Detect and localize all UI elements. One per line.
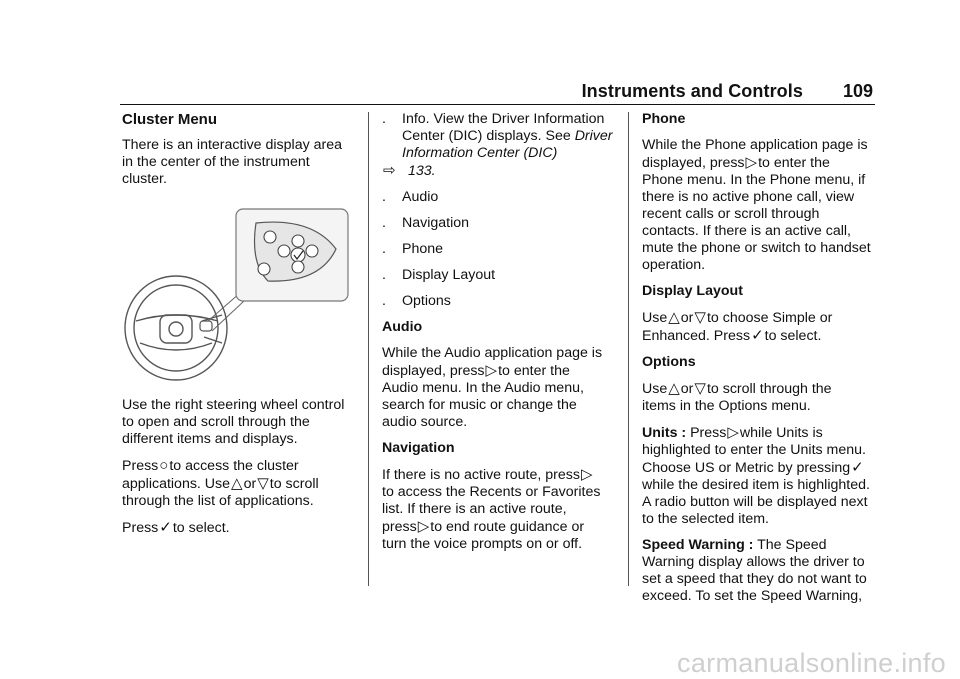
column-divider-2: [628, 112, 629, 586]
home-icon: ○: [159, 457, 169, 474]
right-arrow-icon: ▷: [745, 154, 758, 171]
right-arrow-icon: ▷: [417, 518, 430, 535]
up-arrow-icon: △: [668, 309, 680, 326]
up-arrow-icon: △: [231, 475, 243, 492]
dic-reference[interactable]: Driver Information Center (DIC): [402, 128, 613, 161]
check-icon: ✓: [159, 519, 172, 536]
watermark: carmanualsonline.info: [677, 648, 946, 678]
intro-paragraph: There is an interactive display area in the center of the instrument cluster.: [122, 137, 343, 187]
page-number: 109: [842, 81, 873, 101]
steering-wheel-illustration: [122, 197, 350, 389]
right-arrow-icon: ▷: [580, 466, 593, 483]
steering-control-paragraph: Use the right steering wheel control to open and scroll through the different items and displays.: [122, 397, 345, 447]
phone-paragraph: While the Phone application page is displayed, press▷to enter the Phone menu. In the Phone menu, if there is no active phone call, view recent calls or scroll through contacts. If there is an active call, mute the phone or switch to handset operation.: [642, 137, 871, 273]
section-title: Instruments and Controls: [581, 81, 803, 101]
press-select-line: Press✓to select.: [122, 519, 230, 536]
page-header: [120, 81, 875, 103]
column-divider-1: [368, 112, 369, 586]
list-item: . Info. View the Driver Information Center (DIC) displays. See Driver Information Center (DIC) ⇨ 133.: [382, 111, 613, 179]
column-2: [382, 111, 614, 562]
list-item: . Navigation: [382, 215, 470, 231]
dic-page-ref[interactable]: 133.: [407, 163, 436, 179]
speed-warning-paragraph: Speed Warning : The Speed Warning display allows the driver to set a speed that they do not want to exceed. To set the Speed Warning,: [642, 537, 867, 604]
list-item: . Options: [382, 293, 451, 309]
footer: [0, 642, 960, 678]
heading-options: Options: [642, 354, 696, 370]
check-icon: ✓: [851, 459, 864, 476]
heading-display-layout: Display Layout: [642, 283, 743, 299]
check-icon: ✓: [751, 327, 764, 344]
press-home-line: Press○to access the cluster applications. Use△or▽to scroll through the list of applications.: [122, 457, 319, 509]
down-arrow-icon: ▽: [257, 475, 269, 492]
list-item: . Audio: [382, 189, 439, 205]
down-arrow-icon: ▽: [694, 309, 706, 326]
steering-wheel-drawing: [122, 197, 350, 389]
right-arrow-icon: ▷: [485, 362, 498, 379]
up-arrow-icon: △: [668, 380, 680, 397]
column-3: [642, 111, 876, 614]
audio-paragraph: While the Audio application page is displayed, press▷to enter the Audio menu. In the Audio menu, search for music or change the audio source.: [382, 345, 603, 430]
heading-cluster-menu: Cluster Menu: [122, 111, 218, 128]
heading-navigation: Navigation: [382, 440, 455, 456]
header-rule: [120, 104, 875, 105]
units-paragraph: Units : Press▷while Units is highlighted to enter the Units menu. Choose US or Metric by pressing✓ while the desired item is highlighted. A radio button will be displayed next to the selected item.: [642, 424, 870, 527]
column-1: [122, 111, 354, 546]
navigation-paragraph: If there is no active route, press▷ to access the Recents or Favorites list. If there is an active route, press▷to end route guidance or turn the voice prompts on or off.: [382, 466, 601, 552]
layout-paragraph: Use△or▽to choose Simple or Enhanced. Press✓to select.: [642, 309, 833, 344]
heading-phone: Phone: [642, 111, 686, 127]
down-arrow-icon: ▽: [694, 380, 706, 397]
list-item: . Display Layout: [382, 267, 496, 283]
heading-audio: Audio: [382, 319, 423, 335]
options-paragraph: Use△or▽to scroll through the items in the Options menu.: [642, 380, 832, 414]
list-item: . Phone: [382, 241, 444, 257]
right-arrow-icon: ▷: [727, 424, 739, 441]
